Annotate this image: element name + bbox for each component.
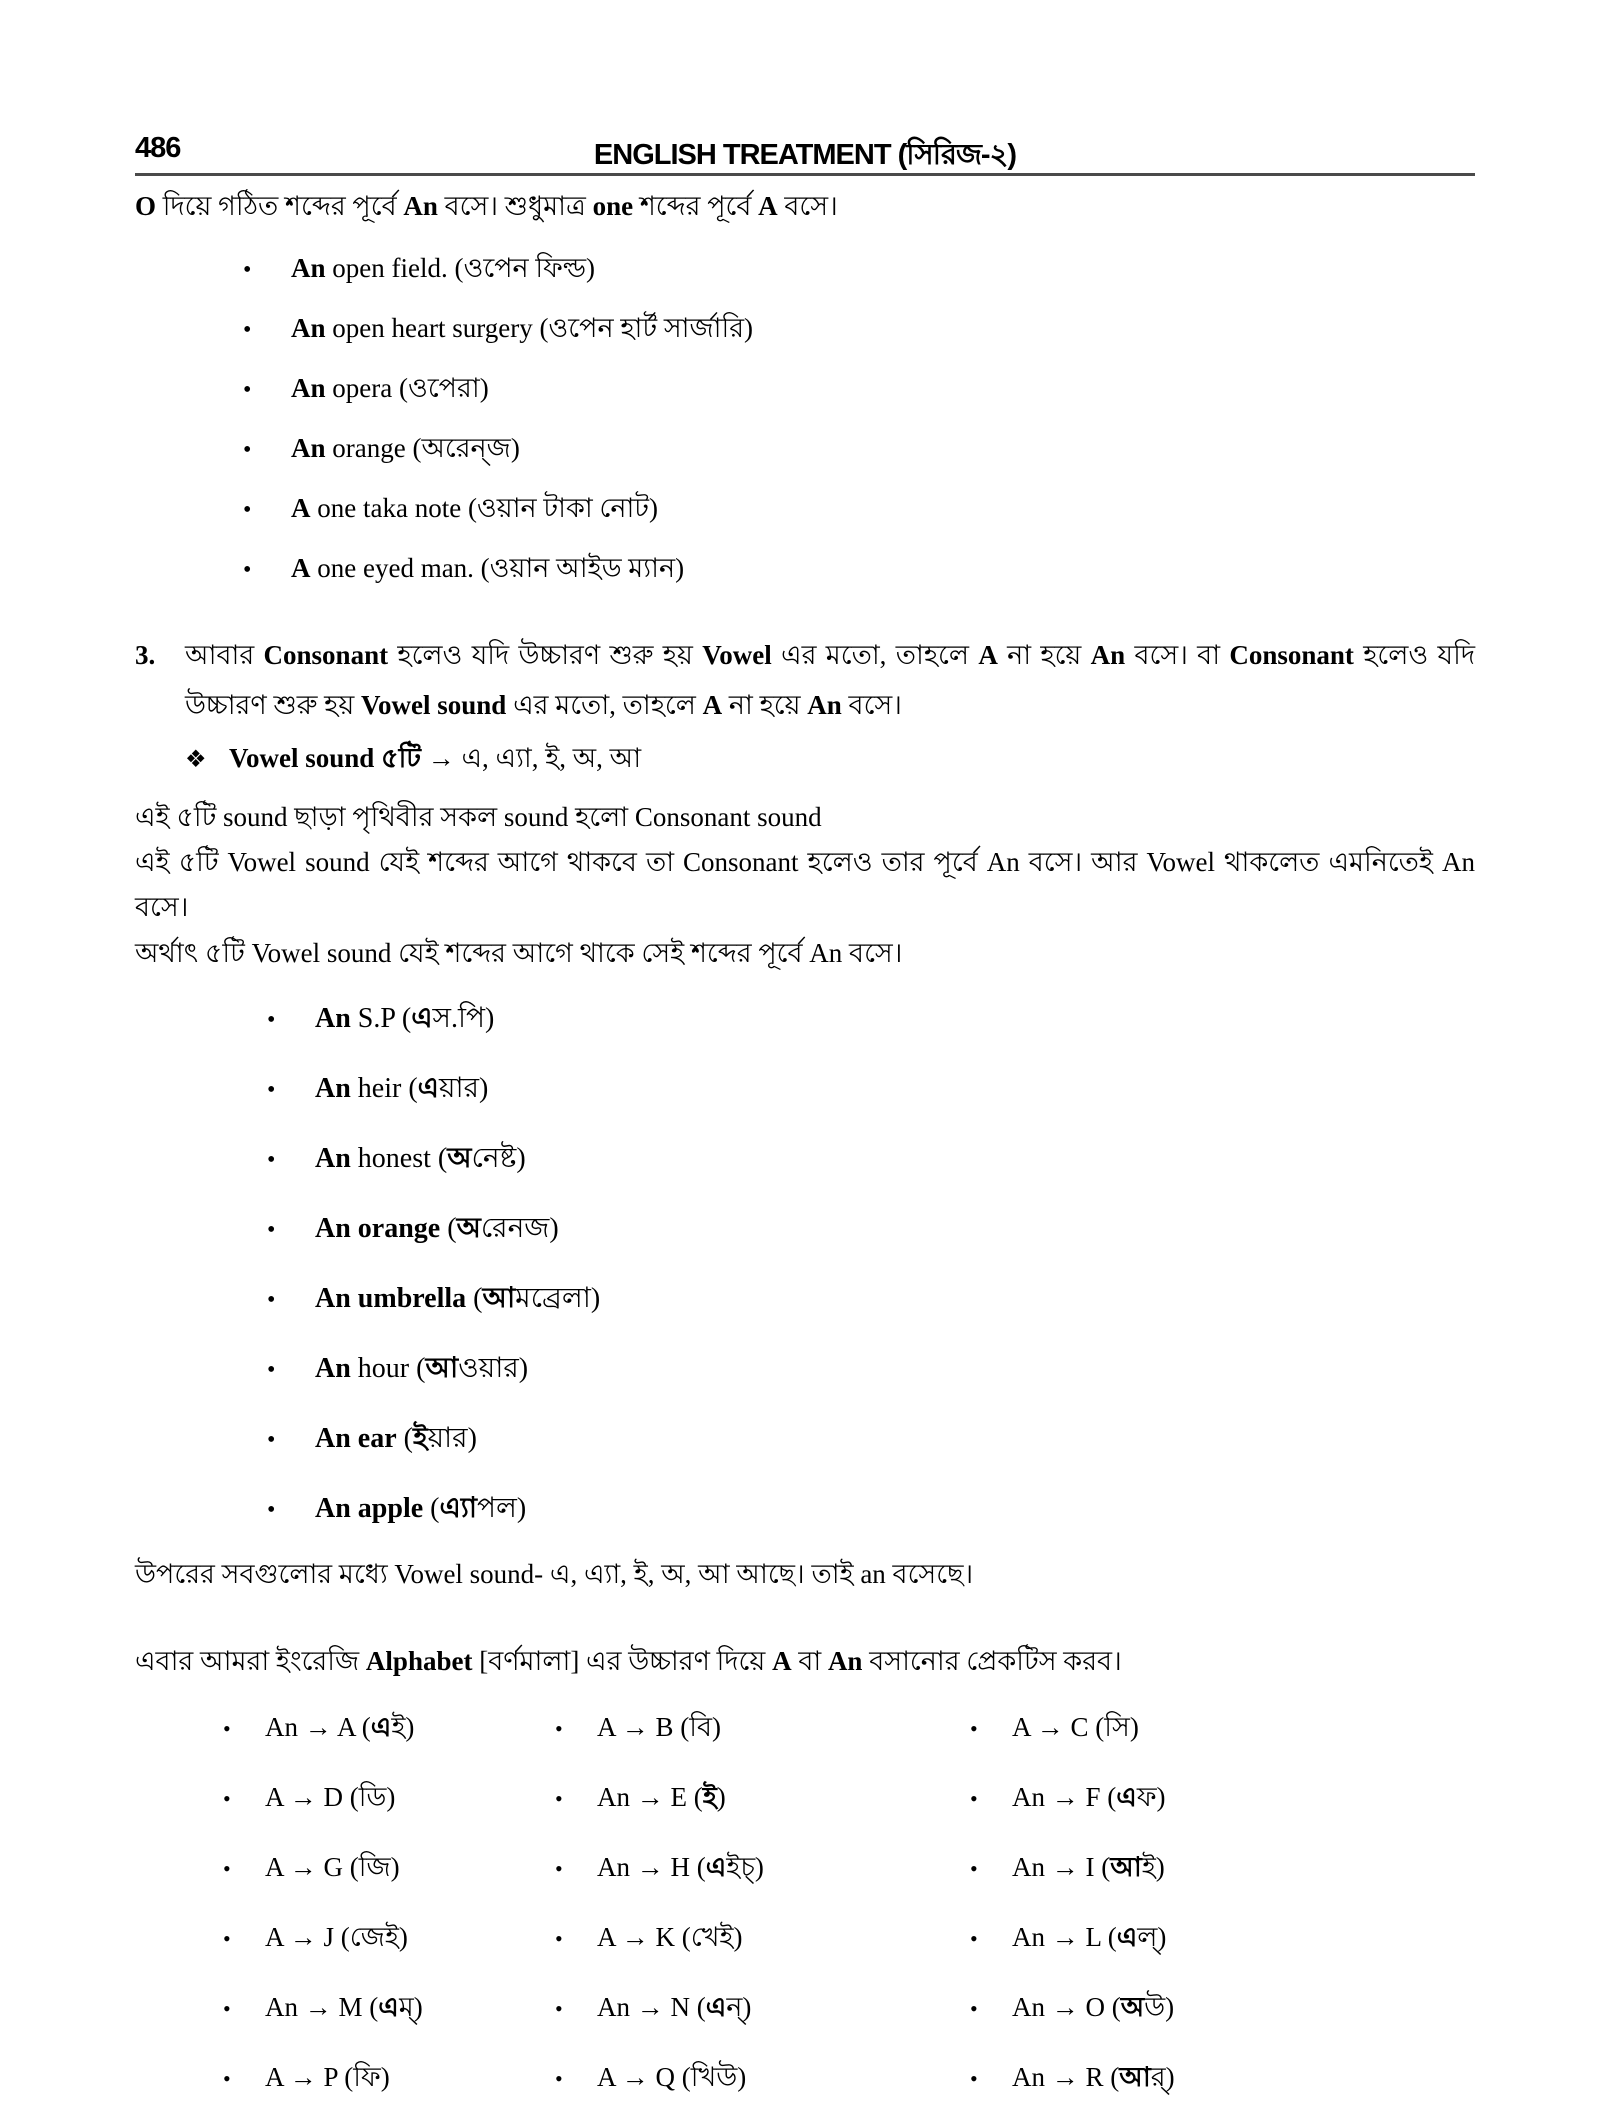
alphabet-item-text: A → Q (খিউ) [597, 2062, 747, 2092]
alphabet-item [555, 1777, 970, 1822]
alphabet-item-text: A → K (খেই) [597, 1922, 743, 1952]
alphabet-item [223, 1987, 555, 2032]
bullet-icon: • [223, 1996, 231, 2021]
bullet-icon: • [243, 437, 252, 464]
list-item-text: An S.P (এস.পি) [315, 1003, 495, 1035]
bullet-icon: • [243, 557, 252, 584]
alphabet-item [223, 1707, 555, 1752]
alphabet-item-text: A → D (ডি) [265, 1782, 396, 1812]
list-item-text: An orange (অরেনজ) [315, 1213, 559, 1245]
bullet-icon: • [267, 1497, 276, 1524]
alphabet-item [555, 1987, 970, 2032]
bullet-icon: • [970, 1996, 978, 2021]
list-item [267, 1486, 1475, 1533]
list-item [267, 1136, 1475, 1183]
alphabet-item [970, 1987, 1390, 2032]
bullet-icon: • [267, 1287, 276, 1314]
practice-paragraph: এবার আমরা ইংরেজি Alphabet [বর্ণমালা] এর উচ্চারণ দিয়ে A বা An বসানোর প্রেকটিস করব। [135, 1645, 1122, 1676]
alphabet-item [970, 2057, 1390, 2102]
alphabet-item [555, 1707, 970, 1752]
page-number: 486 [135, 132, 181, 164]
list-item [243, 488, 1475, 533]
list-item [243, 248, 1475, 293]
list-item [243, 548, 1475, 593]
an-examples-list [267, 996, 1475, 1533]
bullet-icon: • [970, 1786, 978, 1811]
list-item [243, 308, 1475, 353]
bullet-icon: • [267, 1217, 276, 1244]
bullet-icon: • [555, 1926, 563, 1951]
list-item-text: An hour (আওয়ার) [315, 1353, 529, 1385]
rule-3-number: 3. [135, 640, 156, 671]
alphabet-item-text: A → B (বি) [597, 1712, 722, 1742]
bullet-icon: • [555, 1786, 563, 1811]
list-item [267, 1346, 1475, 1393]
alphabet-item [223, 1917, 555, 1962]
list-item [267, 1066, 1475, 1113]
alphabet-item-text: An → O (অউ) [1012, 1992, 1175, 2022]
list-item-text: An open field. (ওপেন ফিল্ড) [291, 253, 596, 284]
paragraph: এই ৫টি Vowel sound যেই শব্দের আগে থাকবে তা Consonant হলেও তার পূর্বে An বসে। আর Vowel থাকলেত এমনিতেই An বসে। [135, 847, 1475, 923]
alphabet-item-text: An → M (এম্) [265, 1992, 423, 2022]
alphabet-item-text: An → R (আর্) [1012, 2062, 1175, 2092]
vowel-sound-text: Vowel sound ৫টি → এ, এ্যা, ই, অ, আ [229, 742, 642, 773]
bullet-icon: • [223, 1716, 231, 1741]
bullet-icon: • [267, 1077, 276, 1104]
list-item-text: An apple (এ্যাপল) [315, 1493, 527, 1525]
alphabet-item [223, 1847, 555, 1892]
bullet-icon: • [243, 497, 252, 524]
list-item-text: An orange (অরেন্জ) [291, 433, 520, 464]
alphabet-item-text: An → N (এন্) [597, 1992, 752, 2022]
alphabet-item [970, 1917, 1390, 1962]
bullet-icon: • [223, 1786, 231, 1811]
alphabet-item-text: An → H (এইচ্) [597, 1852, 764, 1882]
bullet-icon: • [970, 1926, 978, 1951]
alphabet-column-3 [970, 1707, 1390, 2127]
page-title: ENGLISH TREATMENT (সিরিজ-২) [593, 139, 1017, 171]
list-item-text: An open heart surgery (ওপেন হার্ট সার্জারি) [291, 313, 754, 344]
alphabet-item-text: A → G (জি) [265, 1852, 400, 1882]
rule-3-paragraph [135, 631, 1475, 729]
alphabet-item-text: A → J (জেই) [265, 1922, 408, 1952]
alphabet-item [970, 1847, 1390, 1892]
alphabet-item-text: An → L (এল্) [1012, 1922, 1167, 1952]
alphabet-item-text: A → C (সি) [1012, 1712, 1139, 1742]
paragraph: অর্থাৎ ৫টি Vowel sound যেই শব্দের আগে থাকে সেই শব্দের পূর্বে An বসে। [135, 937, 903, 968]
list-item-text: An heir (এয়ার) [315, 1073, 489, 1105]
list-item-text: An ear (ইয়ার) [315, 1423, 477, 1455]
rule-3-text: আবার Consonant হলেও যদি উচ্চারণ শুরু হয় Vowel এর মতো, তাহলে A না হয়ে An বসে। বা Consonant হলেও যদি উচ্চারণ শুরু হয় Vowel sound এর মতো, তাহলে A না হয়ে An বসে। [185, 640, 1476, 720]
summary-paragraph: উপরের সবগুলোর মধ্যে Vowel sound- এ, এ্যা, ই, অ, আ আছে। তাই an বসেছে। [135, 1559, 974, 1590]
alphabet-item [970, 1777, 1390, 1822]
list-item [267, 1416, 1475, 1463]
alphabet-item [223, 1777, 555, 1822]
list-item-text: A one taka note (ওয়ান টাকা নোট) [291, 493, 659, 524]
bullet-icon: • [267, 1007, 276, 1034]
bullet-icon: • [267, 1427, 276, 1454]
alphabet-item [555, 1847, 970, 1892]
list-item [267, 996, 1475, 1043]
alphabet-column-1 [135, 1707, 555, 2127]
bullet-icon: • [243, 377, 252, 404]
list-item [243, 368, 1475, 413]
bullet-icon: • [555, 1856, 563, 1881]
explanation-paragraphs [135, 795, 1475, 976]
list-item-text: A one eyed man. (ওয়ান আইড ম্যান) [291, 553, 685, 584]
alphabet-item-text: An → I (আই) [1012, 1852, 1165, 1882]
page-header [135, 132, 1475, 171]
diamond-bullet-icon: ❖ [185, 746, 207, 773]
alphabet-item [970, 1707, 1390, 1752]
alphabet-column-2 [555, 1707, 970, 2127]
alphabet-item [555, 1917, 970, 1962]
alphabet-item [223, 2057, 555, 2102]
bullet-icon: • [555, 1716, 563, 1741]
bullet-icon: • [223, 2066, 231, 2091]
bullet-icon: • [223, 1856, 231, 1881]
alphabet-practice-grid [135, 1707, 1475, 2127]
list-item-text: An umbrella (আমব্রেলা) [315, 1283, 601, 1315]
paragraph: এই ৫টি sound ছাড়া পৃথিবীর সকল sound হলো Consonant sound [135, 801, 822, 832]
bullet-icon: • [267, 1357, 276, 1384]
bullet-icon: • [555, 2066, 563, 2091]
bullet-icon: • [267, 1147, 276, 1174]
list-item [267, 1276, 1475, 1323]
bullet-icon: • [970, 2066, 978, 2091]
list-item [243, 428, 1475, 473]
alphabet-item-text: An → A (এই) [265, 1712, 415, 1742]
bullet-icon: • [243, 317, 252, 344]
list-item-text: An honest (অনেষ্ট) [315, 1143, 526, 1175]
o-words-list [243, 248, 1475, 593]
list-item [267, 1206, 1475, 1253]
bullet-icon: • [970, 1856, 978, 1881]
list-item-text: An opera (ওপেরা) [291, 373, 489, 404]
alphabet-item-text: An → E (ই) [597, 1782, 726, 1812]
bullet-icon: • [970, 1716, 978, 1741]
intro-paragraph: O দিয়ে গঠিত শব্দের পূর্বে An বসে। শুধুমাত্র one শব্দের পূর্বে A বসে। [135, 191, 838, 221]
bullet-icon: • [223, 1926, 231, 1951]
alphabet-item [555, 2057, 970, 2102]
bullet-icon: • [555, 1996, 563, 2021]
bullet-icon: • [243, 257, 252, 284]
alphabet-item-text: An → F (এফ) [1012, 1782, 1166, 1812]
alphabet-item-text: A → P (ফি) [265, 2062, 390, 2092]
vowel-sound-note [185, 738, 1475, 783]
